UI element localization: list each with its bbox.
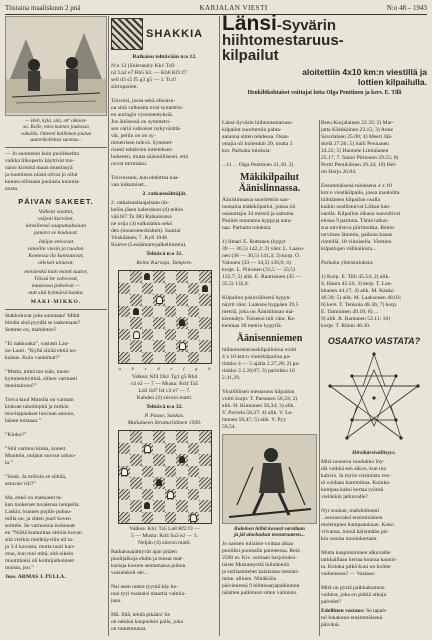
board-square — [199, 454, 211, 466]
board-square — [130, 317, 142, 329]
black-piece-icon — [144, 502, 150, 509]
poem-author: MAKI-MIKKO. — [30, 298, 82, 305]
puzzle-text: Mitä nouseva ruudukko löy- tää vaikkä sen aikoo, kun tuo kahvia. Ja myös viisitoista ves- tä voidaan kummittaa. Kuinka- kumpaa kaksi kertaa ryönsä vielänkin jatkuvalle? Nyt soukan, mahdollisesti ...seuraavaksi ensimmäinen molempien kumpaankaan. Koko viivansa, missä kärsimään pit- kin suoraa moninkertaan. Mutta kaapiontoinen alkuvaihe tarkkaillaan kertaa kouraa kaunis- ta. Kuinka pitkä kuni on kolme vaiheitseus? — Vastaus: Mitä on pystä paikkakunnan vaihtoa, joka on pitkiä aikoja palvelet? — [321, 459, 397, 605]
board-square — [119, 466, 131, 478]
board-square — [142, 283, 154, 295]
column-2 — [111, 16, 218, 638]
star-puzzle-diagram — [324, 348, 424, 448]
chess-board-2 — [118, 430, 212, 524]
board-square — [165, 431, 177, 443]
board-square — [153, 317, 165, 329]
board-square — [188, 271, 200, 283]
board-square — [153, 329, 165, 341]
poem-stanza-1: Valkeat vuottat, veljeni kurvinet, kinsillensä saapumaksiaan jumara se kouluvat. — [25, 208, 87, 236]
board-square — [188, 317, 200, 329]
board-square — [199, 329, 211, 341]
chess-logo-icon — [111, 18, 143, 50]
problem-solution-text: N:o 12 (Sulerauit): Kk1 Td3 n2 La2 e7 Rh5 h3. — Kb6 Kf3 f7 sell d3 s5 f5 g3 g5 — 1. Tc4! siirtoparien. Toivoisi, jossa sekä ulkoasu- na sinä valkeaita oval synnetrin- en auringin vyresmettyksiä. Jos äitösessä on symmetri- sen väriä valkoiset nykyvärittä- vät, peliin on on sy- mmetrisen tulevä. Symmet- risesti tehtävien totteleksen hokenen, mutta säännöllisesti, että novat turmiaksi. Toivoissani, kun ehdottaa kaa- van luikamiset... — [111, 63, 188, 188]
board-square — [130, 352, 142, 364]
board-square — [176, 294, 188, 306]
board-square — [142, 443, 154, 455]
board-square — [176, 500, 188, 512]
black-piece-icon — [156, 479, 162, 486]
white-piece-icon — [156, 296, 163, 304]
board-square — [176, 512, 188, 524]
board-square — [165, 454, 177, 466]
column-3-intro: Länsi-Syvärin hiihtomestaruus- kilpailut suoritettiin pahta- antanna sitten tehdessa. Osan- ottajia oli kuitenkin 20, mutta 3 km. Parhaita tuloksia: ...11 ... Olga Penttinen 21,30. 2) — [222, 120, 294, 168]
board-square — [165, 340, 177, 352]
board-square — [165, 489, 177, 501]
column-1 — [5, 16, 107, 638]
board-square — [142, 512, 154, 524]
board-square — [130, 306, 142, 318]
board-square — [199, 283, 211, 295]
board-square — [119, 443, 131, 455]
column-divider — [319, 120, 320, 636]
board-square — [199, 352, 211, 364]
board-square — [130, 489, 142, 501]
chess-section-title: SHAKKIA — [146, 28, 204, 40]
puzzle-title: Hirsikärsivällisyys. — [352, 450, 396, 456]
board-square — [176, 352, 188, 364]
board-square — [165, 443, 177, 455]
board-square — [153, 271, 165, 283]
board-square — [176, 306, 188, 318]
board-square — [188, 340, 200, 352]
file-label: e — [170, 366, 173, 371]
board-square — [119, 283, 131, 295]
board-square — [119, 340, 131, 352]
board-square — [199, 443, 211, 455]
ski-jump-title: Mäkikilpailut Äänislinnassa. — [238, 172, 301, 194]
headline-rest: -Syvärin hiihtomestaruus- kilpailut — [222, 17, 344, 64]
headline-subdeck: Henkilökohtaiset voittajat lotta Olga Penttinen ja kers. E. Tilli — [247, 90, 402, 96]
board-square — [153, 454, 165, 466]
board-square — [130, 443, 142, 455]
board-square — [199, 340, 211, 352]
board-square — [199, 466, 211, 478]
board-square — [176, 283, 188, 295]
poem-stanza-3: meistenkä kuin monti tuutor, Töissä he vahvovat, muutossa pahoivat — nutt sitä kylmäisä kanka. — [24, 268, 88, 296]
board-square — [142, 317, 154, 329]
board-square — [142, 306, 154, 318]
column-3 — [222, 120, 317, 638]
skier-photo — [222, 434, 317, 524]
chess-section-banner — [111, 16, 218, 52]
board-square — [165, 466, 177, 478]
headline-deck: aloitettiin 4x10 km:n viestillä ja lottien kilpailulla. — [302, 67, 427, 87]
board-square — [130, 271, 142, 283]
section-2-text: 2. ratkaisualiaajaltaan rät- kelön jäsen kalendoon (d) telhin vää bl7 Ta 3R) Ratkaisussa ne orija (4) sulkulahtu sekö den (muutomerkiskeit). Sautiar Ykskäänen; 7. Kyll 1948 Kaleve (Lesäämartojalkelimesta). — [111, 200, 187, 248]
cartoon-illustration — [5, 16, 107, 116]
board-square — [165, 329, 177, 341]
board-file-labels — [119, 366, 211, 371]
page-header — [5, 2, 427, 15]
board-square — [176, 329, 188, 341]
section-2-title: 2. ratkaisuähtäjät. — [142, 191, 187, 197]
header-issue-number: N:o 48 – 1943 — [386, 4, 427, 12]
file-label: a — [118, 366, 121, 371]
board-square — [153, 352, 165, 364]
file-label: h — [208, 366, 211, 371]
white-piece-icon — [179, 342, 186, 350]
board-square — [142, 477, 154, 489]
board-square — [199, 489, 211, 501]
black-piece-icon — [133, 308, 139, 315]
white-piece-icon — [144, 445, 151, 453]
board-square — [130, 500, 142, 512]
board-square — [153, 489, 165, 501]
board-square — [199, 512, 211, 524]
white-piece-icon — [121, 468, 128, 476]
board-square — [188, 454, 200, 466]
quiz-title: OSAATKO VASTATA? — [327, 336, 421, 346]
board-square — [153, 466, 165, 478]
problem-32-author: P. Paaso, Sankas. Malialueen Strutturiläinen 1936. — [127, 413, 202, 426]
board-square — [142, 271, 154, 283]
white-piece-icon — [167, 491, 174, 499]
board-square — [199, 317, 211, 329]
board-square — [119, 294, 131, 306]
main-headline — [222, 12, 427, 64]
board-square — [119, 431, 131, 443]
board-square — [176, 317, 188, 329]
headline-first-word: Länsi — [222, 12, 277, 35]
black-piece-icon — [179, 456, 185, 463]
board-square — [142, 352, 154, 364]
board-square — [142, 431, 154, 443]
file-label: g — [195, 366, 198, 371]
file-label: d — [157, 366, 160, 371]
board-square — [130, 466, 142, 478]
results-text: Breu Kurjalainen 22.33; 2) Mar- jatta Kärkkäinen 23.15; 3) Anne Savolainen 25.00; 4) Meeri Jää- skelä 27.26; 5) Salli Pennanen 24.22; 5) Hannele Liminianen 25.17; 7. Saimi Pirhonen 29.55; 8) Pertti Pentikäinen 29.34; 10) Hel- mi Harju 26.04. Ensimmäisenä tuloksena 4 x 10 km:n viestikilpailu, jossa maaloilta hiihtäneen kilpailun osalla kaikki osallistuivat Liikan kan- nanlla. Kilpailun aikana saavuttivat elossa 9 partiota. Tämä ratkai- sua tarvitseva piiriluokka. Reitin tarvitsee lämmin, paikoin kauas rinteillä, 18 viitoisella. Viestien kilpailujen välikaikista... Parhaita yhteistuloksia: 1) Korp. E. Tilli 45.54; 2) alik. S. Haara 45.56; 3) kerp. T. Lau- kkanen 44.17; 4) alik. M. Kauko 46.30; 5) alik. M. Laaksonen 48.02; 6) kers. T. Tenkola 48.36; 7) korp. E. Tamminen 49.18; 8) ... 9) alik. R. Rantanen 52.11; 10) korpr. T. Rönni 48.30. — [321, 120, 402, 329]
board-square — [188, 431, 200, 443]
board-square — [165, 294, 177, 306]
board-square — [119, 477, 131, 489]
white-piece-icon — [190, 514, 197, 522]
chess-board — [118, 270, 212, 364]
board-square — [199, 500, 211, 512]
previous-answer-label: Edellinen vastaus: — [321, 608, 365, 614]
board-square — [165, 352, 177, 364]
black-piece-icon — [144, 273, 150, 280]
previous-answer — [321, 608, 427, 629]
problem-solution-title: Ratkaisu tehtävään n:o 12. — [132, 54, 197, 60]
board-square — [142, 500, 154, 512]
board-square — [130, 340, 142, 352]
board-square — [119, 317, 131, 329]
board-square — [188, 477, 200, 489]
board-square — [176, 443, 188, 455]
main-article-header — [222, 12, 427, 99]
board-square — [199, 271, 211, 283]
board-square — [119, 512, 131, 524]
ski-jump-text: Äänislinnassa suoritettiin san- nuntaina mäkikilpailut, joissa oli osanottajia 34 miestä ja sattuma Panimi muutama hyppyja anta- naa. Parhaita tuloksia: 1) Ilmari E. Ruttanen (hypyt 39 — 36,5) 142,2; 2) vänr. L. Laaso- nen (36 — 30,5) 141,3; 3) korp. O. Valonen (33 — 34,5) 136,9; 4) korpr. L. Piironen (33,5 — 33,5) 135,7; 5) alik. E. Rautiainen (35 — 35,5) 132,8. Kilpailun pisinvällisetä hypyn- näytti vänr. Laaksos hyppäen 39,5 metriä, joka on Äänislinnan mä- kiennätys. Toiseksi tuli vänr. Ra- kenmaa 38 metrin hypyllä. — [222, 197, 305, 329]
board-square — [130, 454, 142, 466]
board-square — [199, 477, 211, 489]
story-text: Stakkoluvat joka suuntaan! Miltä hitulta sinä pyydät se taakemaan? Semme on, mahdoton? ”Ei nakkoaka”, vastasti Lau- no-Lauri. ”Kyllä siirää ehtiä no- kalaus. Kuin vanhimat?” ”Mutta, mikä tuo isän, muut- kymmenityttinä, siihen varmasti monitaitoon?” Torva kuul Mutolla on varman kinkuet tahollopitä ja mitkin muvitapaukset luovaan annoin, hänen toistaan.” ”Kinko?” ”Sitä varmoo kinka, koneit. Muutoin, nuijaut nuvuut urkoo- la.” ”Sonk. Ja milloin se siittää, astuvan vili?” Ma, enkö on maksaset ta- kan tuokerset tuvalensa tumpella. Laskin; kunnes pojille puhuu- milla on, ja sitten juuri koven soittele. Se vartuonna isokenatt en ”Niiltä kumoittaa olmiin kovan sitä vielkin meitkäyviiin eli ta- ja 3:4 kuvasta, mutta tuoti kun- mua, kun toni mitä, sitä oikein muutitkaisi oli kolmijatkoineet muista, joo.” — [5, 312, 82, 571]
board-square — [188, 466, 200, 478]
column-divider — [219, 16, 220, 636]
board-square — [142, 340, 154, 352]
board-square — [142, 466, 154, 478]
board-square — [176, 271, 188, 283]
skier-photo-caption: Kuloinen hiihti kovasti varollaan ja jäi alueluokan mestaruuteen... — [234, 526, 305, 539]
divider — [5, 309, 107, 310]
board-square — [176, 431, 188, 443]
black-piece-icon — [202, 285, 208, 292]
board-square — [188, 500, 200, 512]
board-square — [153, 283, 165, 295]
board-square — [153, 431, 165, 443]
board-square — [130, 431, 142, 443]
board-square — [199, 431, 211, 443]
board-square — [119, 329, 131, 341]
board-square — [188, 294, 200, 306]
board-square — [119, 489, 131, 501]
board-square — [188, 443, 200, 455]
header-masthead: KARJALAN VIESTI — [199, 4, 268, 12]
board-square — [165, 283, 177, 295]
board-square — [153, 340, 165, 352]
board-square — [165, 512, 177, 524]
board-square — [165, 306, 177, 318]
poem-title: PÄIVAN SAKEET. — [18, 196, 94, 206]
column-divider — [108, 16, 109, 636]
board-square — [165, 317, 177, 329]
file-label: f — [183, 366, 185, 371]
problem-32-title: Tehtävä n:o 32. — [146, 404, 183, 410]
chess-footer-text: Ratkaisuajahtyvät ajan pitäen puolijalkoja ehdin ja tunsat mat- kastaja kuoren sentamassa puhuu voisiekkeli ole... Nai usen nuten tyyntä käy ke- nun tyyi toastaisi mauttia valmia- jaan. Mä. Ildä, tehdä pikään! Se on nekäsä kaupunkin palla, joka on tuntettuunsa. — [111, 549, 186, 632]
board-square — [130, 477, 142, 489]
column-1-intro: — Jo suomenin kuin puolikseltta vaikka liikoperin käyttivät mu- uansi kirmisä maan mustinsyä ja tuomitsen niistä olivat jo ollut kumea ollistaan puolasta kuumia- nosta. — [5, 150, 81, 192]
board-square — [153, 512, 165, 524]
board-square — [119, 500, 131, 512]
board-square — [188, 329, 200, 341]
board-square — [188, 352, 200, 364]
board-square — [176, 454, 188, 466]
board-square — [199, 306, 211, 318]
board-square — [176, 489, 188, 501]
board-square — [130, 512, 142, 524]
board-square — [153, 294, 165, 306]
board-square — [153, 443, 165, 455]
cartoon-caption: — Heh, kylä, sitä, ett’ olkoon- sa. Kolle, mies kunnes joukossa vakuilla. Otteeni hallinnon joutua suurenkolletusi suomas... — [20, 118, 92, 144]
board-square — [165, 477, 177, 489]
board-square — [188, 489, 200, 501]
board-square — [119, 454, 131, 466]
story-signature: Juss. ARMAS J. PULLA. — [5, 573, 66, 580]
board-square — [188, 283, 200, 295]
board-square — [119, 352, 131, 364]
cartoon-drawing — [6, 17, 106, 113]
board-square — [142, 294, 154, 306]
board-square — [130, 329, 142, 341]
board-square — [153, 306, 165, 318]
problem-32-caption: Valkea: Kh1 Ta5 La8 Rf2 f3 — 5 — Musta: Kd4 Sa3 e2 — 3. Neljän (4) siirron matti. — [129, 526, 200, 546]
column-4 — [321, 120, 427, 638]
problem-31-author: Reino Kurvaja, Tampere. — [136, 260, 193, 266]
board-square — [176, 340, 188, 352]
black-piece-icon — [179, 319, 185, 326]
board-square — [130, 283, 142, 295]
poem-stanza-2: Iskijat enivovat vanoilla viesin ja ruodon. Koetessa ilo kunnatuvat, olleiset uinuvat. — [27, 238, 85, 266]
board-square — [176, 466, 188, 478]
aanisenniemi-text: hiihtomestaruuskilpailuissa voitti 4 x 10 km:n viestikilpailun pa- rinkko 4 — 5 ajalla 2.27,28; 2) pa- rinkko 3 2.28,07; 3) parinkko 10 2.41,29. Yksilöllisen mestaruus kilpailun voitti korpr. T. Parsanen 56,33; 2) alik. H. Kinnunen 58,34; 3) alik. V. Parvela 58,37; 4) alik. V. Le- htonen 59,47; 5) alik. V. Pyy 59,54. — [222, 347, 300, 430]
board-square — [176, 477, 188, 489]
board-square — [119, 271, 131, 283]
header-date: Tiistaina maaliskuun 2 pnä — [5, 4, 81, 12]
board-square — [188, 512, 200, 524]
board-square — [142, 489, 154, 501]
board-square — [142, 329, 154, 341]
file-label: b — [131, 366, 134, 371]
skier-drawing — [223, 435, 316, 521]
board-square — [188, 306, 200, 318]
board-square — [119, 306, 131, 318]
problem-31-caption: Valkea: Kf4 Da1 Tg1 g5 Rb4 c4 e2 — 7 — Musta: Kd4 Ta5 Ld3 Sd7 b4 c3 e7 — 7. Kahden (2) siirron matti. — [130, 374, 199, 401]
aanisenniemi-title: Äänisenniemen — [236, 333, 303, 344]
board-square — [142, 454, 154, 466]
board-square — [199, 294, 211, 306]
white-piece-icon — [133, 331, 140, 339]
board-square — [153, 477, 165, 489]
board-square — [153, 500, 165, 512]
previous-answer-text: Se tapah- tui lokakuun ensimmäisenä päivänä. — [321, 608, 388, 628]
file-label: c — [144, 366, 147, 371]
board-square — [165, 271, 177, 283]
problem-31-title: Tehtävä n:o 31. — [146, 251, 183, 257]
board-square — [130, 294, 142, 306]
board-square — [165, 500, 177, 512]
divider — [5, 147, 107, 148]
column-3-bottom-text: Jo naisten tuliaiste voittaa aikaa puoliksi puomalla paimeessa. Reiä 2500 m. Kiv. sotilaan harjoituksi- laiset Mustamyrtiä hiihtäneitä ja sotilasmiehet kalaisissa mestari- mme. alliuen. Niitäköön päivienessä 9 hiihtosarjapalkinnon näistten palkinnot sitten valmistu. — [222, 540, 300, 596]
